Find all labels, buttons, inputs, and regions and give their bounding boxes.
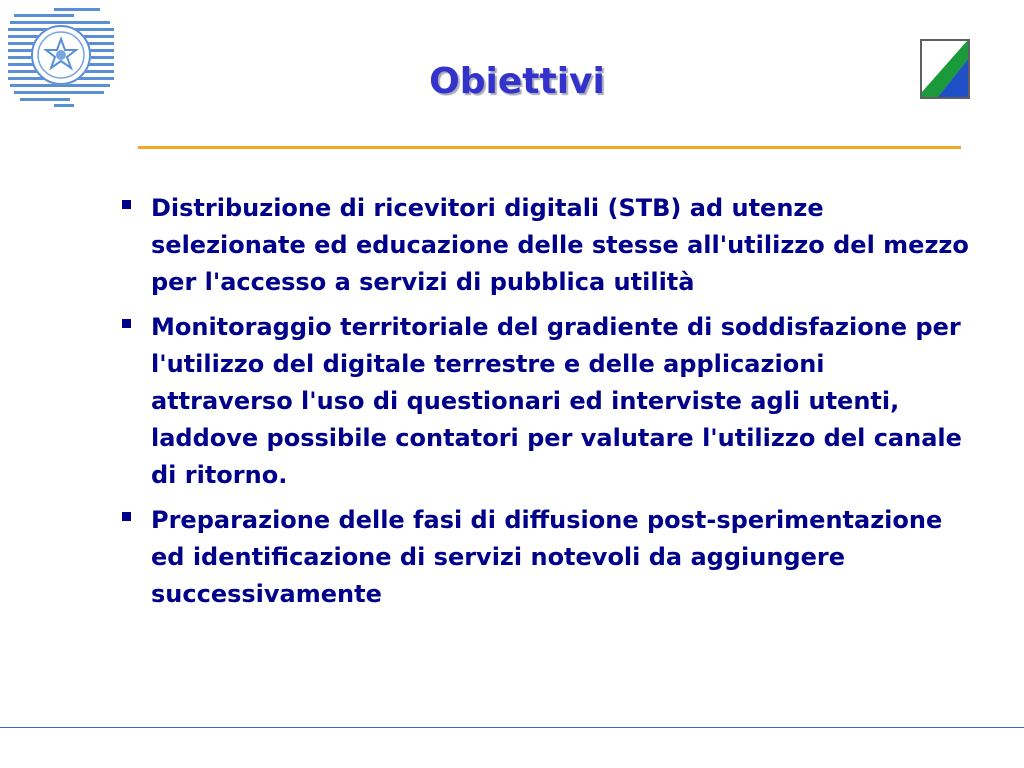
bullet-item — [119, 502, 969, 613]
square-bullet-icon — [122, 200, 131, 209]
bullet-list — [119, 190, 969, 621]
bullet-text: Monitoraggio territoriale del gradiente di soddisfazione per l'utilizzo del digitale terrestre e delle applicazioni attraverso l'uso di questionari ed interviste agli utenti, laddove possibile contatori per valutare l'utilizzo del canale di ritorno. — [151, 313, 962, 489]
bullet-item — [119, 190, 969, 301]
footer-divider — [0, 727, 1024, 728]
title-divider — [138, 146, 961, 149]
bullet-text: Distribuzione di ricevitori digitali (STB) ad utenze selezionate ed educazione delle stesse all'utilizzo del mezzo per l'accesso a servizi di pubblica utilità — [151, 194, 969, 296]
slide-title: Obiettivi — [429, 61, 605, 102]
bullet-item — [119, 309, 969, 494]
square-bullet-icon — [122, 319, 131, 328]
abruzzo-region-flag-icon — [917, 36, 973, 102]
square-bullet-icon — [122, 512, 131, 521]
bullet-text: Preparazione delle fasi di diffusione post-sperimentazione ed identificazione di servizi notevoli da aggiungere successivamente — [151, 506, 943, 608]
